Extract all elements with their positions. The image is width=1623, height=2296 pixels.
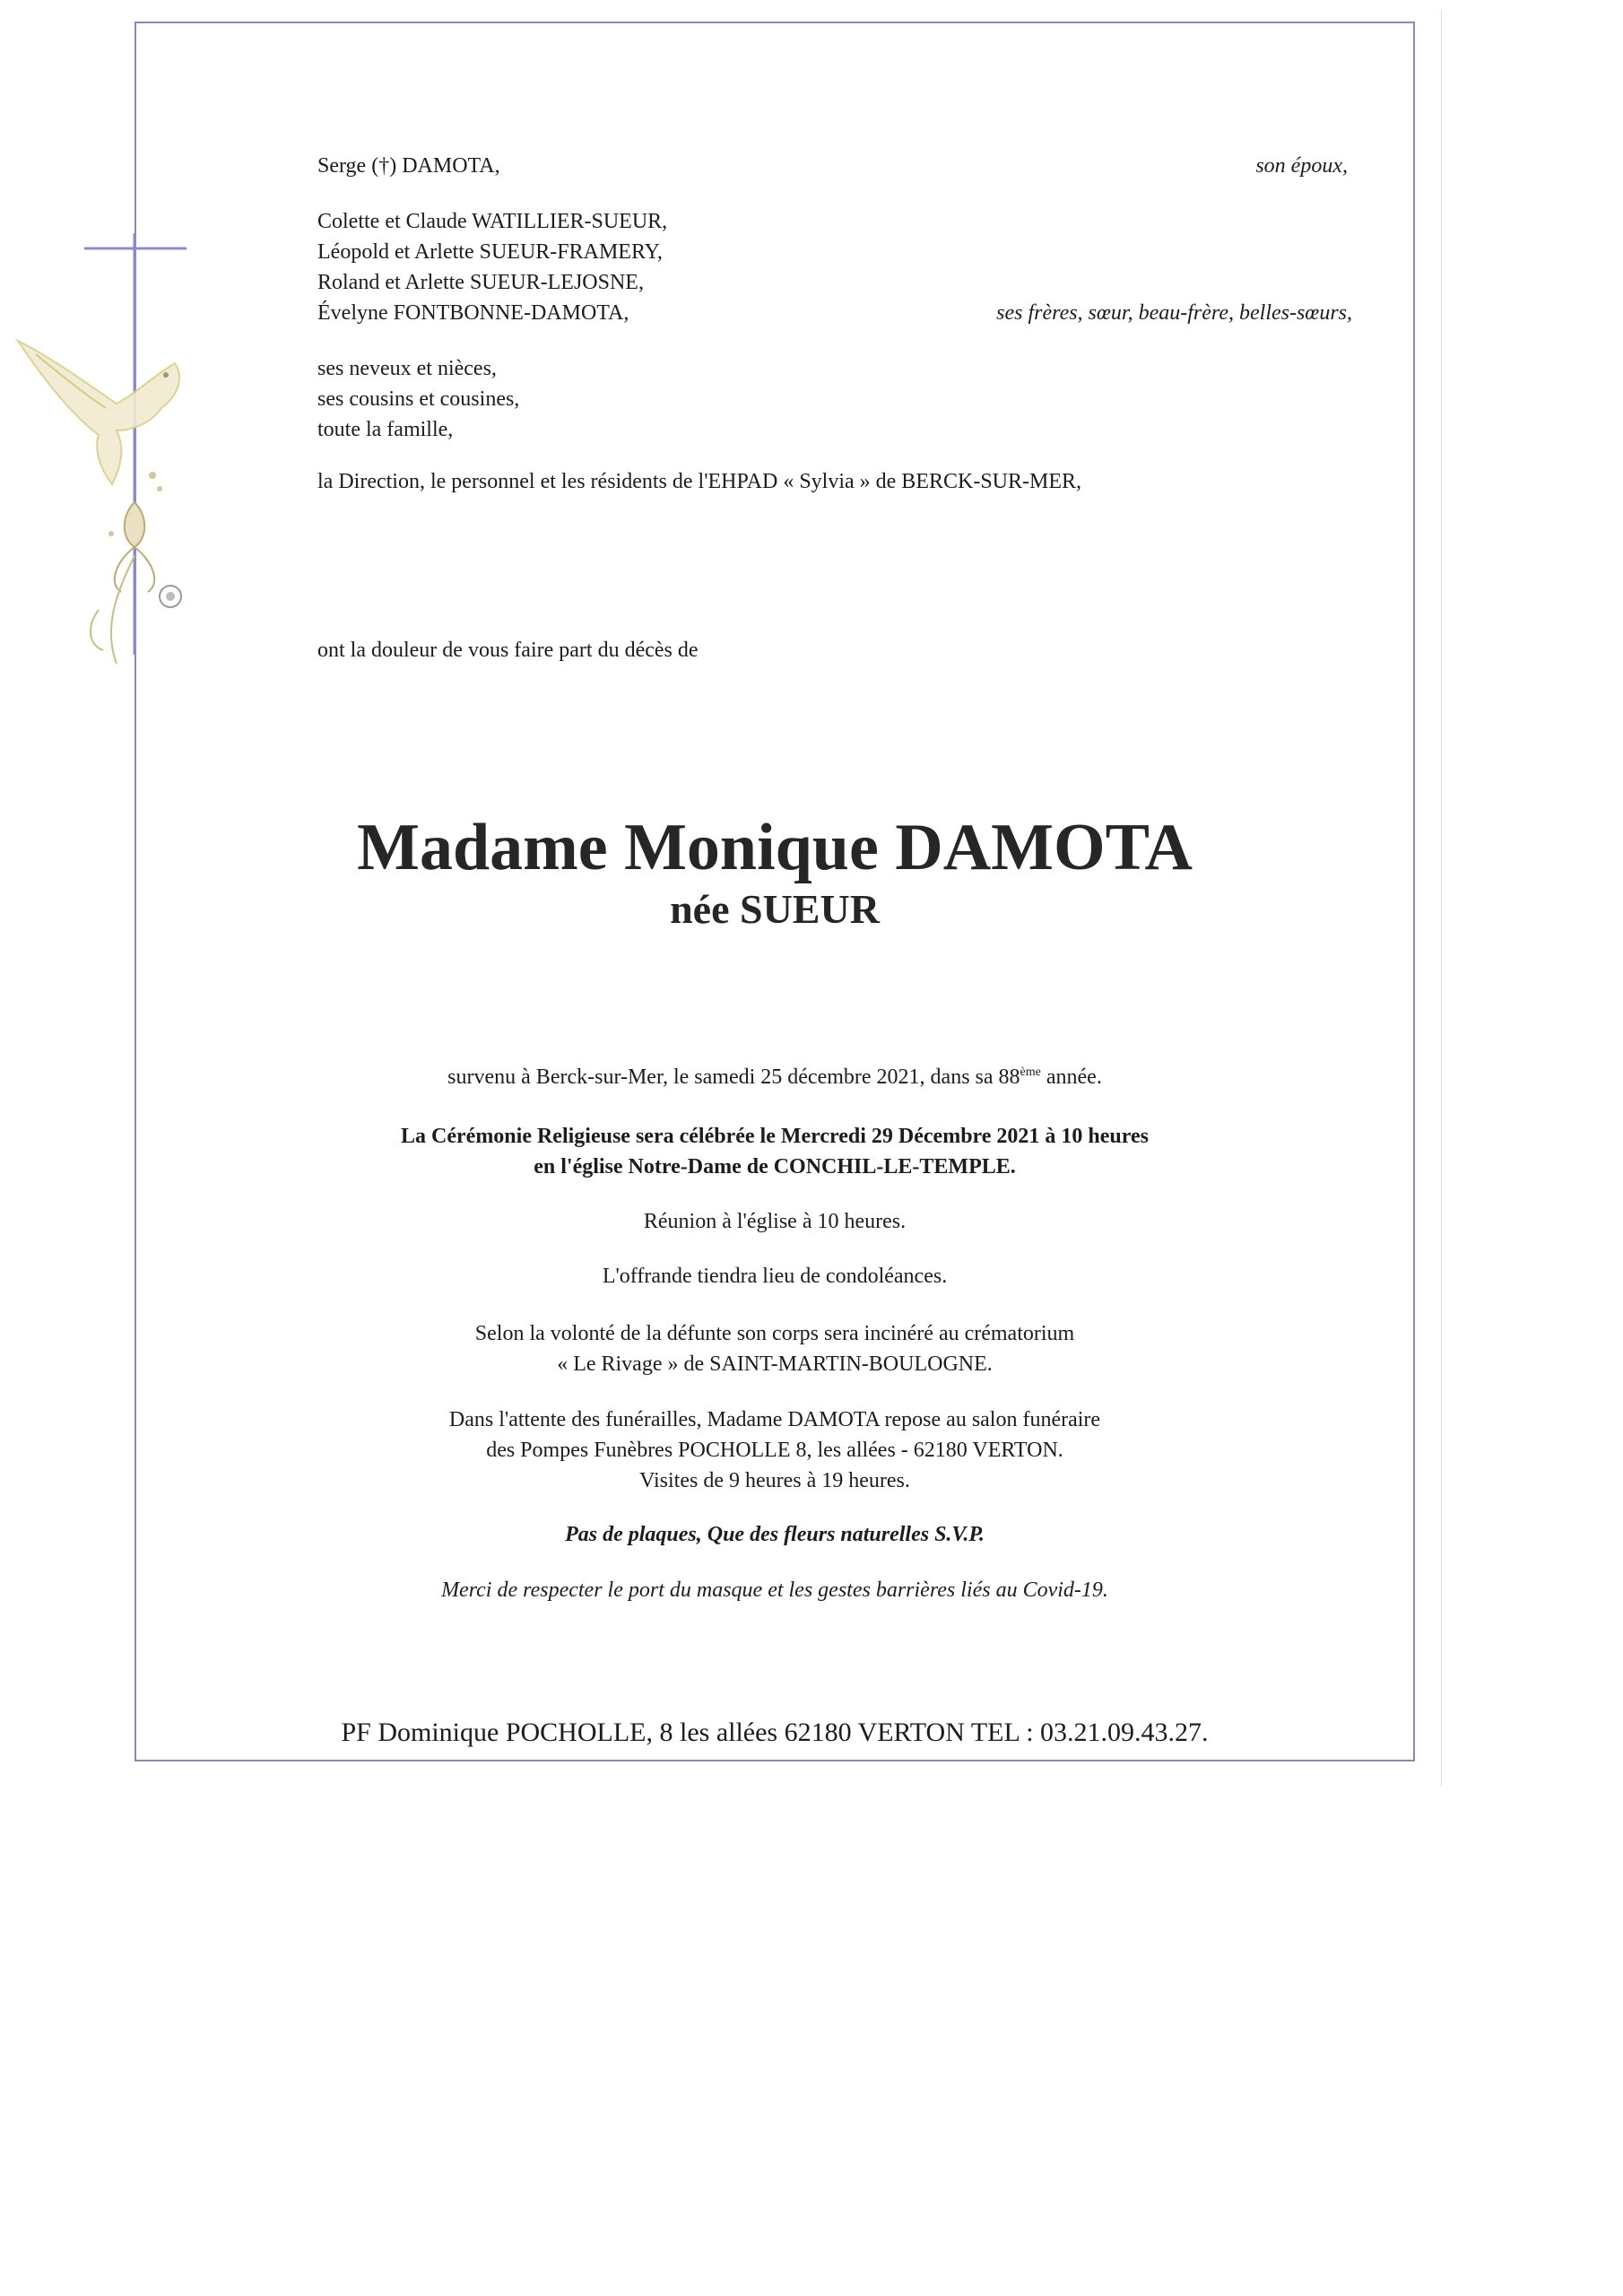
flowers-line: Pas de plaques, Que des fleurs naturelles S.V.P.	[565, 1523, 985, 1546]
ceremony-line: La Cérémonie Religieuse sera célébrée le Mercredi 29 Décembre 2021 à 10 heures	[401, 1125, 1149, 1148]
deceased-maiden-name: née SUEUR	[670, 886, 880, 932]
deceased-name: Madame Monique DAMOTA	[357, 811, 1193, 884]
relatives-line: ses neveux et nièces,	[317, 357, 497, 380]
cross-dove-decoration	[0, 0, 233, 700]
family-role-spouse: son époux,	[1255, 154, 1348, 178]
ordinal-suffix: ème	[1020, 1065, 1041, 1079]
family-line-1: Serge (†) DAMOTA,	[317, 154, 500, 178]
page-edge-line	[1441, 11, 1442, 1787]
ehpad-line: la Direction, le personnel et les résidents de l'EHPAD « Sylvia » de BERCK-SUR-MER,	[317, 470, 1081, 493]
sibling-line: Évelyne FONTBONNE-DAMOTA,	[317, 301, 629, 325]
announcement-line: ont la douleur de vous faire part du décès de	[317, 639, 699, 662]
reunion-line: Réunion à l'église à 10 heures.	[643, 1210, 907, 1233]
covid-line: Merci de respecter le port du masque et les gestes barrières liés au Covid-19.	[441, 1578, 1108, 1602]
offrande-line: L'offrande tiendra lieu de condoléances.	[602, 1265, 948, 1288]
relatives-line: toute la famille,	[317, 418, 454, 441]
sibling-line: Roland et Arlette SUEUR-LEJOSNE,	[317, 271, 644, 294]
sibling-line: Colette et Claude WATILLIER-SUEUR,	[317, 210, 668, 233]
relatives-line: ses cousins et cousines,	[317, 387, 520, 411]
death-line-end: année.	[1040, 1065, 1102, 1089]
dove-icon	[18, 341, 179, 484]
family-role-siblings: ses frères, sœur, beau-frère, belles-sœurs,	[996, 301, 1352, 325]
ceremony-line: en l'église Notre-Dame de CONCHIL-LE-TEMPLE.	[534, 1155, 1016, 1178]
death-line-text: survenu à Berck-sur-Mer, le samedi 25 décembre 2021, dans sa 88	[447, 1065, 1020, 1089]
cremation-line: Selon la volonté de la défunte son corps sera incinéré au crématorium	[474, 1322, 1075, 1345]
funeral-home-line: Visites de 9 heures à 19 heures.	[639, 1469, 910, 1492]
cremation-line: « Le Rivage » de SAINT-MARTIN-BOULOGNE.	[557, 1352, 993, 1376]
funeral-home-line: des Pompes Funèbres POCHOLLE 8, les allées - 62180 VERTON.	[486, 1439, 1063, 1462]
death-line	[135, 1062, 1415, 1092]
funeral-home-line: Dans l'attente des funérailles, Madame DAMOTA repose au salon funéraire	[448, 1408, 1101, 1431]
sibling-line: Léopold et Arlette SUEUR-FRAMERY,	[317, 240, 663, 264]
footer-contact: PF Dominique POCHOLLE, 8 les allées 62180 VERTON TEL : 03.21.09.43.27.	[341, 1718, 1209, 1747]
